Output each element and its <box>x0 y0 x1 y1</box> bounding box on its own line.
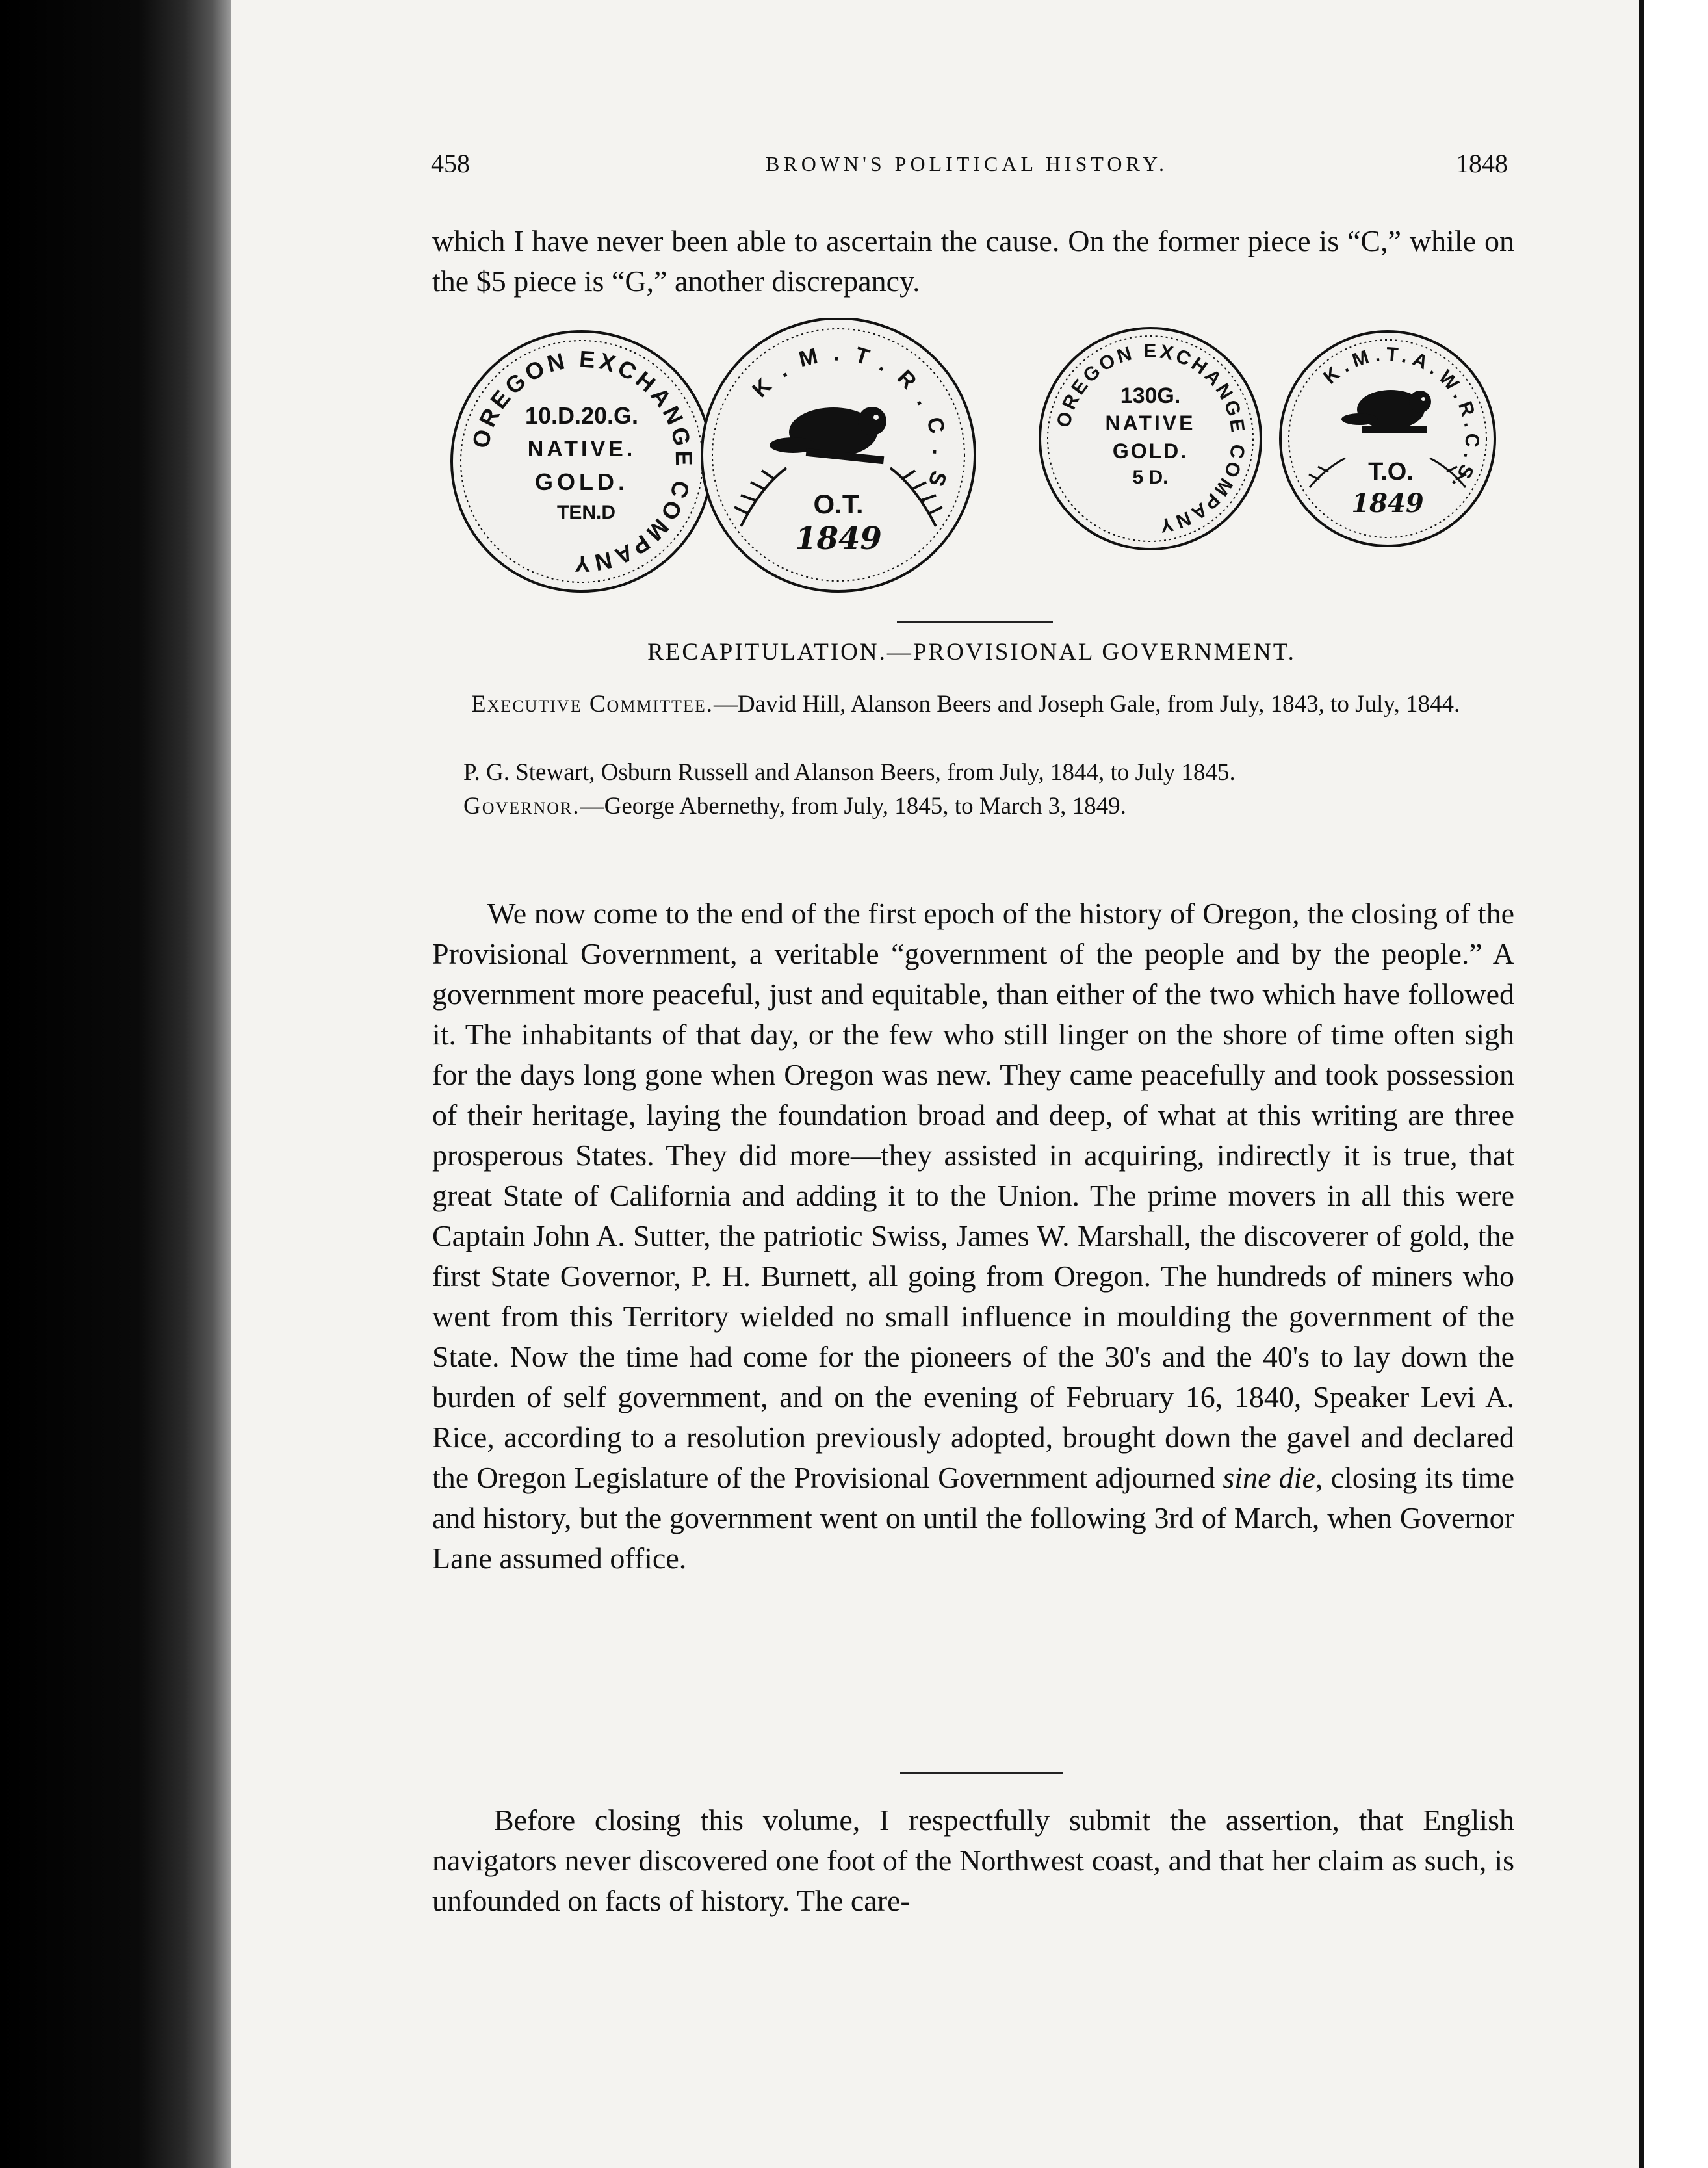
body-paragraph-2: Before closing this volume, I respectfully submit the assertion, that English navigators never discovered one foot of the Northwest coast, and that her claim as such, is unfounded on facts of history. The care- <box>432 1803 1514 1917</box>
coin-2-line-1: O.T. <box>813 489 864 519</box>
coin-2 <box>702 318 975 591</box>
coin-2-ring-text: K.M.T.R.C.S. <box>747 340 953 525</box>
paragraph-1-italic: sine die <box>1223 1461 1315 1494</box>
executive-committee-entry <box>432 686 1514 723</box>
running-title: BROWN'S POLITICAL HISTORY. <box>766 152 1168 175</box>
paragraph-1-text: We now come to the end of the first epoch of the history of Oregon, the closing of the Provisional Government, a veritable “government of the people and by the people.” A government more peaceful, just and equitable, than either of the two which have followed it. The inhabitants of that day, or the few who still linger on the shore of time often sigh for the days long gone when Oregon was new. They came peacefully and took possession of their heritage, laying the foundation broad and deep, of what at this writing are three prosperous States. They did more—they assisted in acquiring, indirectly it is true, that great State of California and adding it to the Union. The prime movers in all this were Captain John A. Sutter, the patriotic Swiss, James W. Marshall, the discoverer of gold, the first State Governor, P. H. Burnett, all going from Oregon. The hundreds of miners who went from this Territory wielded no small influence in moulding the government of the State. Now the time had come for the pioneers of the 30's and the 40's to lay down the burden of self government, and on the evening of February 16, 1840, Speaker Levi A. Rice, according to a resolution previously adopted, brought down the gavel and declared the Oregon Legislature of the Provisional Government adjourned <box>432 897 1514 1494</box>
coin-3-line-2: NATIVE <box>1105 411 1196 435</box>
second-committee-entry: P. G. Stewart, Osburn Russell and Alanson Beers, from July, 1844, to July 1845. <box>463 759 1236 786</box>
coin-4 <box>1280 331 1495 546</box>
coin-4-ring-text: K.M.T.A.W.R.C.S. <box>1319 343 1483 498</box>
coin-3-line-4: 5 D. <box>1132 467 1169 488</box>
page-number: 458 <box>431 149 470 178</box>
coin-3 <box>1040 328 1261 549</box>
coin-1-line-1: 10.D.20.G. <box>524 402 639 429</box>
coin-2-line-2: 1849 <box>795 521 882 557</box>
page-edge <box>1639 0 1644 2168</box>
coin-4-line-1: T.O. <box>1368 458 1414 485</box>
governor-label: Governor. <box>463 793 580 819</box>
facing-page-margin <box>1644 0 1708 2168</box>
coin-illustrations <box>435 318 1514 604</box>
executive-committee-label: Executive Committee. <box>471 691 714 717</box>
coin-3-line-1: 130G. <box>1120 383 1181 408</box>
governor-entry <box>432 788 1514 825</box>
body-paragraph-1 <box>432 894 1514 1579</box>
section-divider-2 <box>900 1772 1063 1774</box>
coin-1-line-4: TEN.D <box>557 502 615 523</box>
book-binding-shadow <box>0 0 231 2168</box>
coin-1-ring-text: OREGON EXCHANGE COMPANY <box>467 345 698 578</box>
page-header <box>426 148 1508 187</box>
coin-4-line-2: 1849 <box>1351 488 1424 519</box>
coin-1 <box>452 331 712 591</box>
coin-1-line-2: NATIVE. <box>527 437 636 461</box>
recapitulation-title: RECAPITULATION.—PROVISIONAL GOVERNMENT. <box>647 639 1296 665</box>
coin-3-line-3: GOLD. <box>1112 439 1189 463</box>
intro-text: which I have never been able to ascertain the cause. On the former piece is “C,” while on the $5 piece is “G,” another discrepancy. <box>432 224 1514 298</box>
header-year: 1848 <box>1456 149 1508 178</box>
paragraph-1-text-end: , closing its time and history, but the government went on until the following 3rd of March, when Governor Lane assumed office. <box>432 1461 1515 1575</box>
executive-committee-text: —David Hill, Alanson Beers and Joseph Gale, from July, 1843, to July, 1844. <box>713 691 1460 717</box>
coin-3-ring-text: OREGON EXCHANGE COMPANY <box>1052 340 1249 537</box>
coin-1-line-3: GOLD. <box>535 469 628 495</box>
governor-text: —George Abernethy, from July, 1845, to March 3, 1849. <box>580 793 1126 819</box>
section-divider <box>897 621 1053 623</box>
